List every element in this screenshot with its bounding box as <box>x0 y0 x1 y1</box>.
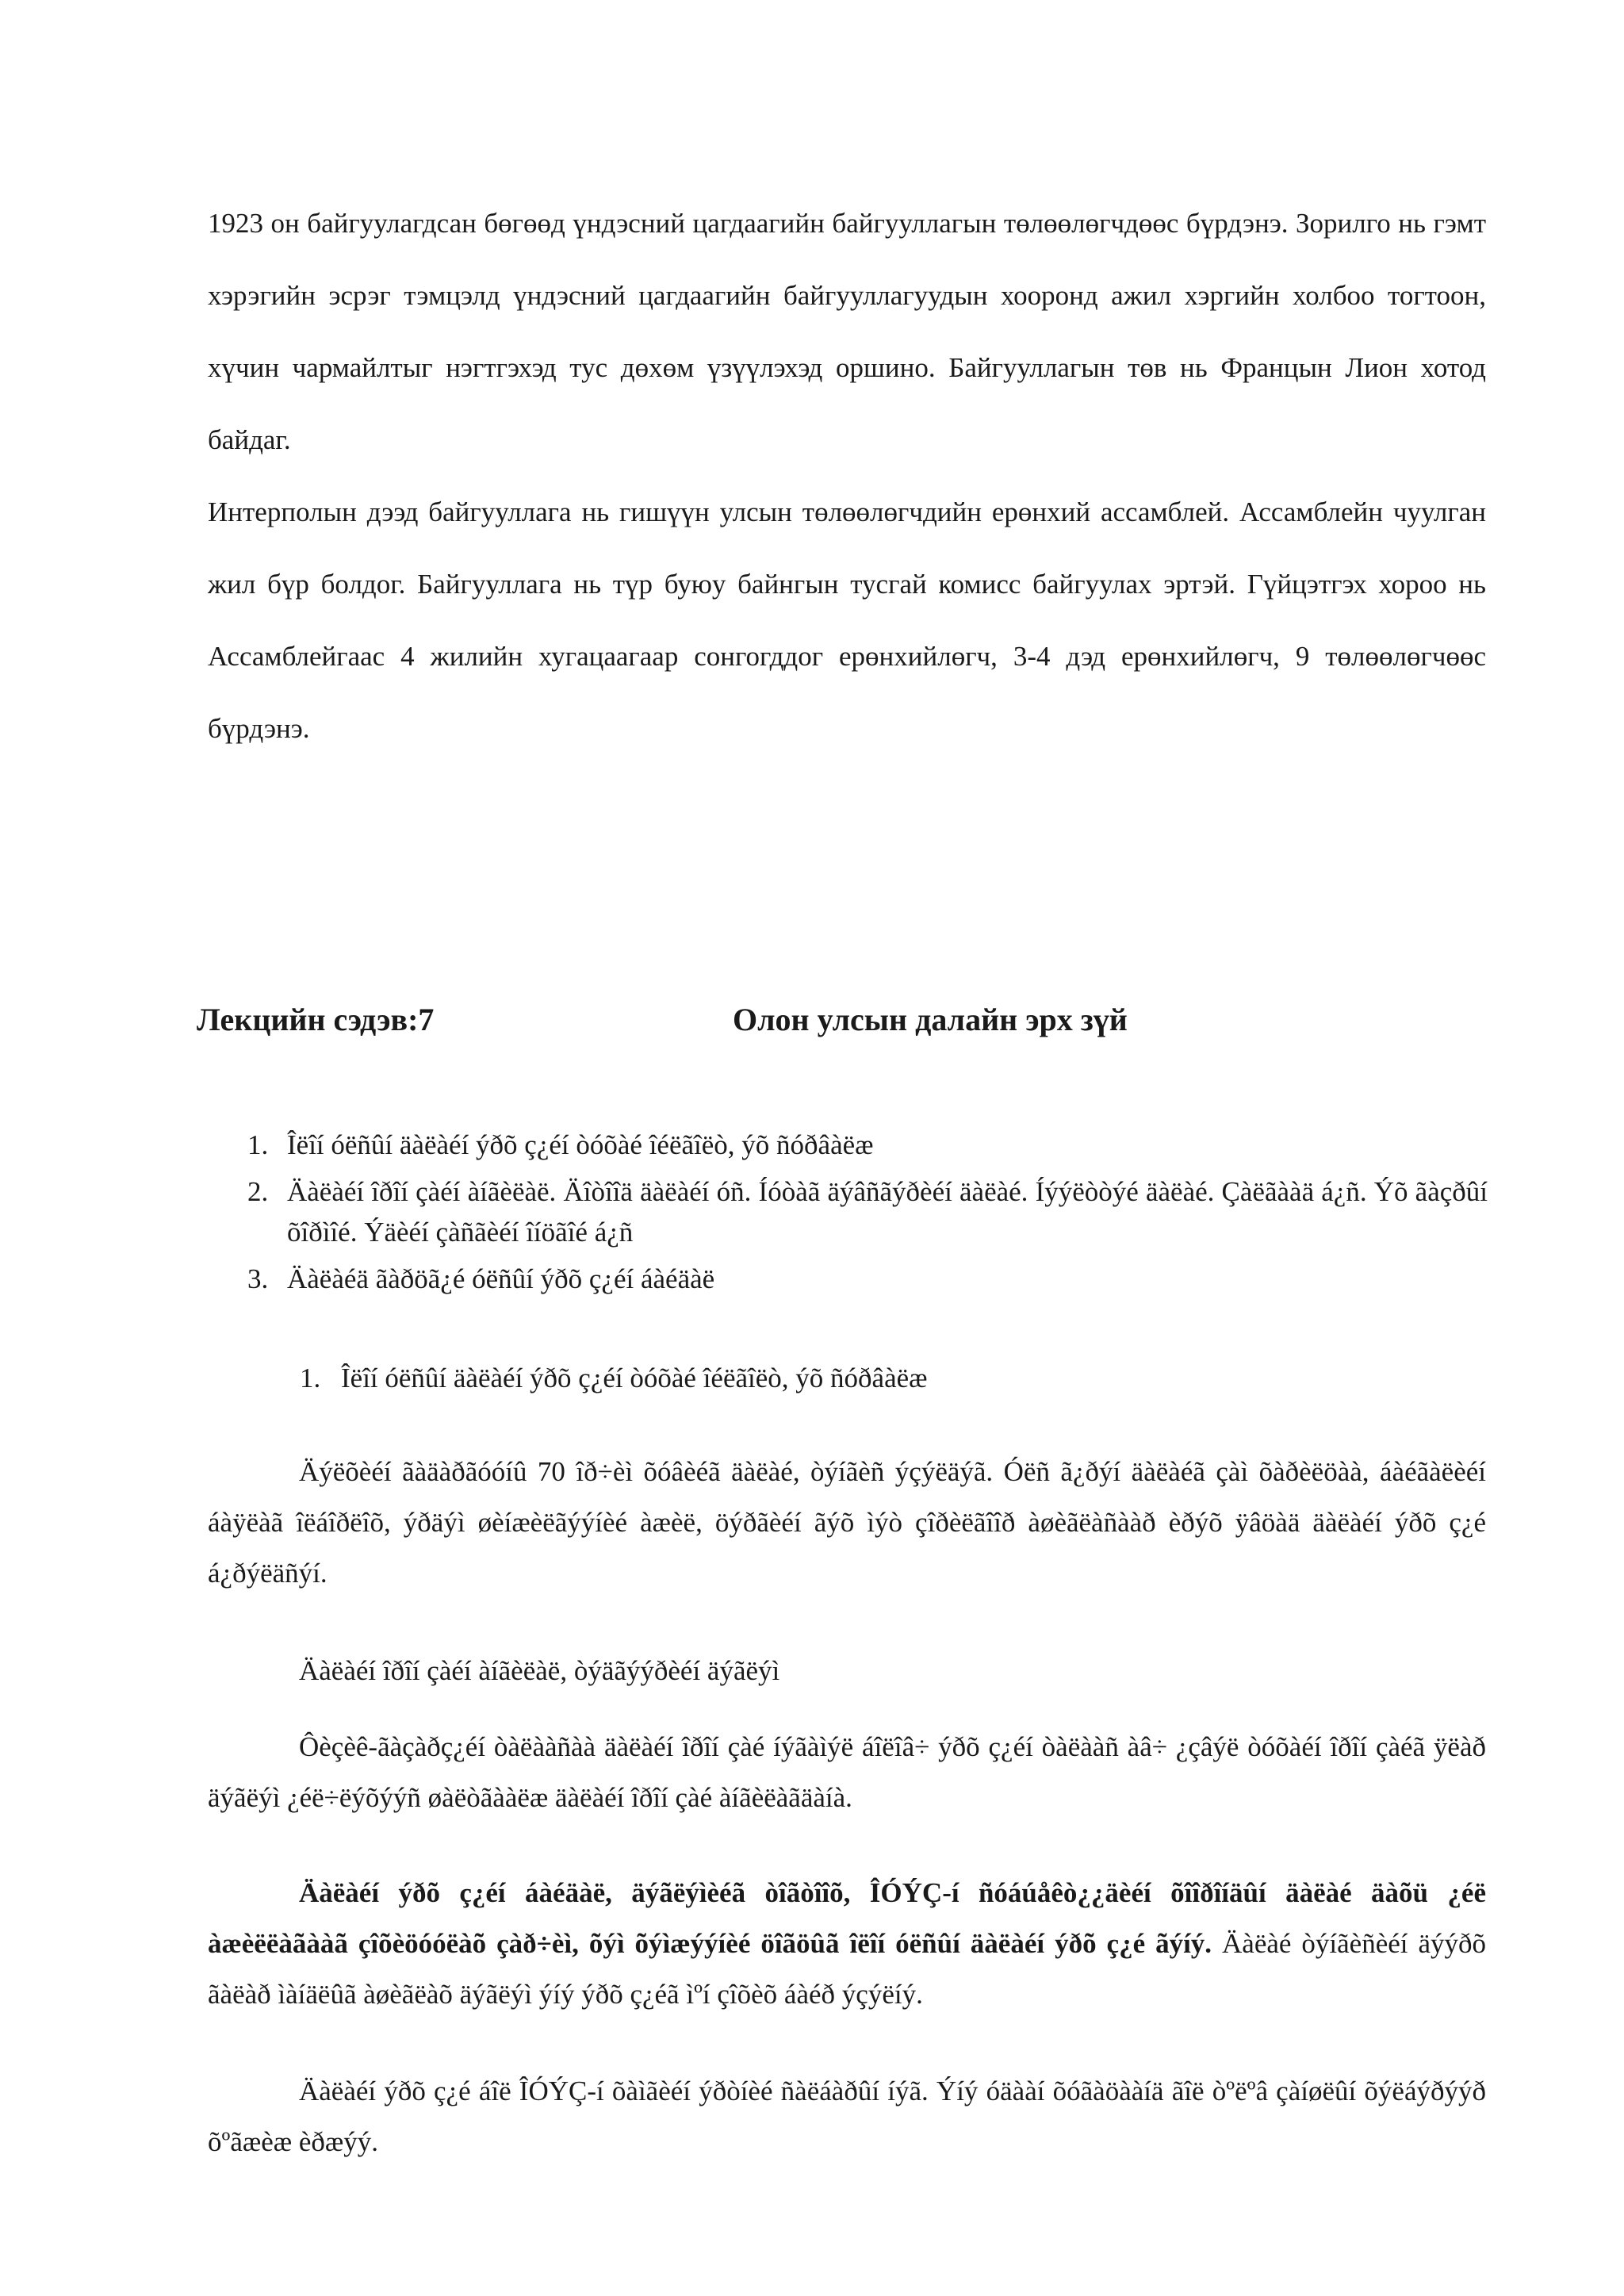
list-item <box>238 1171 1488 1252</box>
lecture-header <box>197 1001 1307 1048</box>
intro-paragraph-1: 1923 он байгуулагдсан бөгөөд үндэсний цагдаагийн байгууллагын төлөөлөгчдөөс бүрдэнэ. Зорилго нь гэмт хэрэгийн эсрэг тэмцэлд үндэсний цагдаагийн байгууллагуудын хооронд ажил хэргийн холбоо тогтоон, хүчин чармайлтыг нэгтгэхэд тус дөхөм үзүүлэхэд оршино. Байгууллагын төв нь Францын Лион хотод байдаг. <box>208 208 1486 455</box>
body-paragraph-5: Äàëàéí ýðõ ç¿é áîë ÎÓÝÇ-í õàìãèéí ýðòíèé ñàëáàðûí íýã. Ýíý óäààí õóãàöààíä ãîë òºëºâ çàíøëûí õýëáýðýýð õºãæèæ èðæýý. <box>208 2076 1486 2157</box>
definition-text: Äàëàéí ýðõ ç¿éí áàéäàë, äýãëýìèéã òîãòîîõ, ÎÓÝÇ-í ñóáúåêò¿¿äèéí õîîðîíäûí äàëàé äàõü ¿éë àæèëëàãààã çîõèöóóëàõ çàð÷èì, õýì õýìæýýíèé öîãöûã îëîí óëñûí äàëàéí ýðõ ç¿é ãýíý. <box>208 1877 1486 1959</box>
body-paragraph-2: Äàëàéí îðîí çàéí àíãèëàë, òýäãýýðèéí äýãëýì <box>299 1655 780 1686</box>
section-heading <box>300 1363 927 1394</box>
topic-list <box>238 1125 1488 1299</box>
list-item-number: 2. <box>247 1176 269 1207</box>
list-item <box>238 1259 1488 1299</box>
list-item-text: Äàëàéä ãàðöã¿é óëñûí ýðõ ç¿éí áàéäàë <box>287 1263 715 1294</box>
list-item-number: 1. <box>247 1129 269 1160</box>
list-item-text: Îëîí óëñûí äàëàéí ýðõ ç¿éí òóõàé îéëãîëò, ýõ ñóðâàëæ <box>287 1129 874 1160</box>
body-paragraph-1: Äýëõèéí ãàäàðãóóíû 70 îð÷èì õóâèéã äàëàé, òýíãèñ ýçýëäýã. Óëñ ã¿ðýí äàëàéã çàì õàðèëöàà, áàéãàëèéí áàÿëàã îëáîðëîõ, ýðäýì øèíæèëãýýíèé àæèë, öýðãèéí ãýõ ìýò çîðèëãîîð àøèãëàñààð èðýõ ÿâöàä äàëàéí ýðõ ç¿é á¿ðýëäñýí. <box>208 1456 1486 1589</box>
lecture-label: Лекцийн сэдэв:7 <box>197 1002 435 1037</box>
body-paragraph-4-rest: Äàëàé òýíãèñèéí äýýðõ ãàëàð ìàíäëûã àøèãëàõ äýãëýì ýíý ýðõ ç¿éã ìºí çîõèõ áàéð ýçýëíý. <box>208 1928 1486 2010</box>
list-item <box>238 1125 1488 1165</box>
section-number: 1. <box>300 1363 321 1393</box>
body-paragraph-4 <box>208 1868 1486 2020</box>
intro-paragraph-2: Интерполын дээд байгууллага нь гишүүн улсын төлөөлөгчдийн ерөнхий ассамблей. Ассамблейн чуулган жил бүр болдог. Байгууллага нь түр буюу байнгын тусгай комисс байгуулах эртэй. Гүйцэтгэх хороо нь Ассамблейгаас 4 жилийн хугацаагаар сонгогддог ерөнхийлөгч, 3-4 дэд ерөнхийлөгч, 9 төлөөлөгчөөс бүрдэнэ. <box>208 496 1486 744</box>
section-title: Îëîí óëñûí äàëàéí ýðõ ç¿éí òóõàé îéëãîëò, ýõ ñóðâàëæ <box>341 1363 928 1393</box>
list-item-number: 3. <box>247 1263 269 1294</box>
list-item-text: Äàëàéí îðîí çàéí àíãèëàë. Äîòîîä äàëàéí óñ. Íóòàã äýâñãýðèéí äàëàé. Íýýëòòýé äàëàé. Çàëãààä á¿ñ. Ýõ ãàçðûí õîðìîé. Ýäèéí çàñãèéí îíöãîé á¿ñ <box>287 1176 1488 1248</box>
body-paragraph-3: Ôèçèê-ãàçàðç¿éí òàëààñàà äàëàéí îðîí çàé íýãàìýë áîëîâ÷ ýðõ ç¿éí òàëààñ àâ÷ ¿çâýë òóõàéí îðîí çàéã ÿëàð äýãëýì ¿éë÷ëýõýýñ øàëòãààëæ äàëàéí îðîí çàé àíãèëàãäàíà. <box>208 1731 1486 1813</box>
intro-text <box>208 187 1486 765</box>
lecture-title: Олон улсын далайн эрх зүй <box>733 1002 1128 1037</box>
